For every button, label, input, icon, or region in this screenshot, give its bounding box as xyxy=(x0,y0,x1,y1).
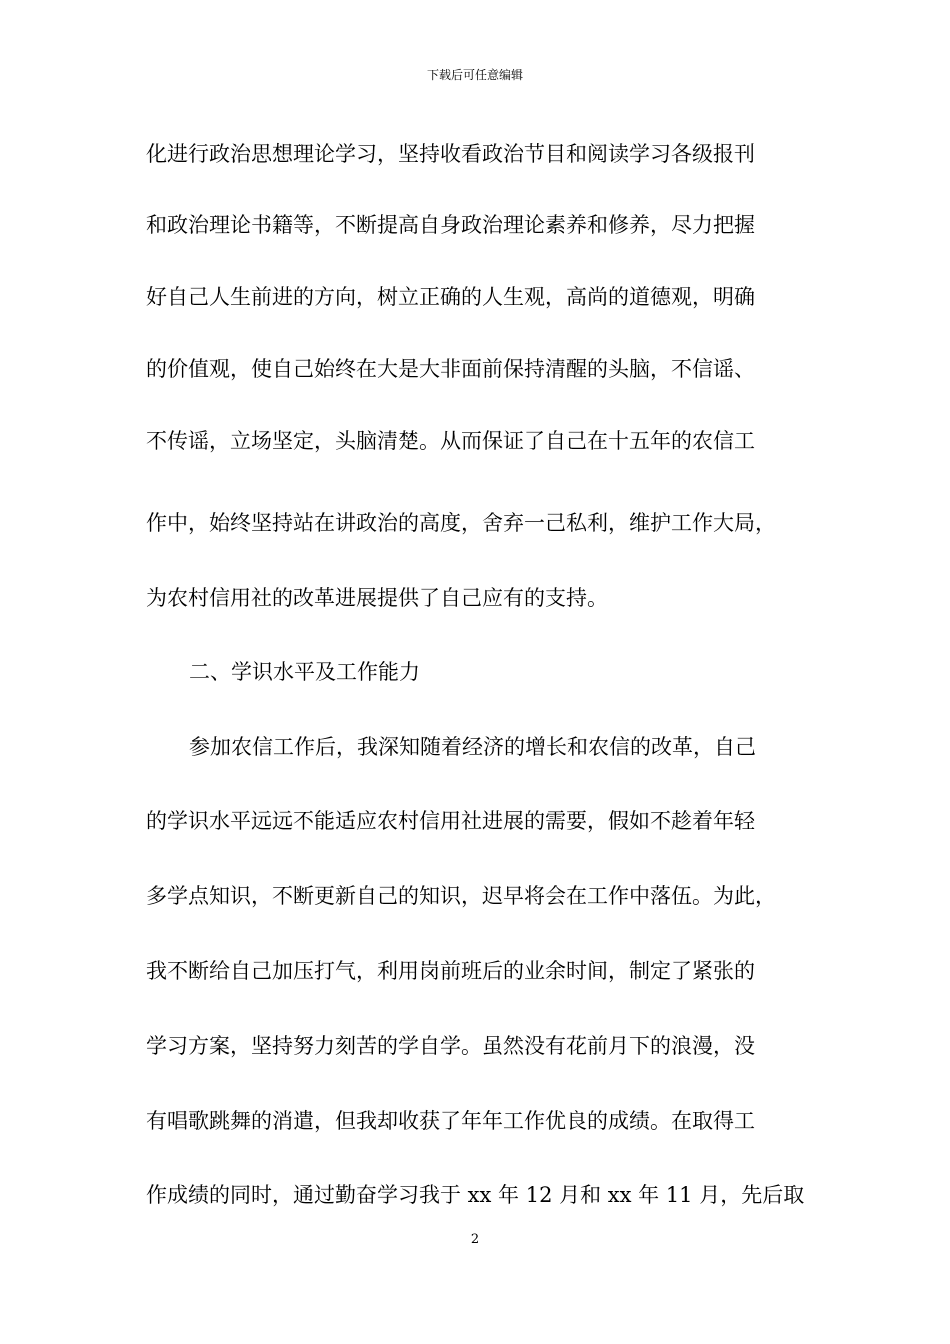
body-line: 的学识水平远远不能适应农村信用社进展的需要，假如不趁着年轻 xyxy=(146,809,755,833)
body-line: 有唱歌跳舞的消遣，但我却收获了年年工作优良的成绩。在取得工 xyxy=(146,1109,755,1133)
page-number: 2 xyxy=(470,1232,480,1247)
body-line: 作成绩的同时，通过勤奋学习我于 xx 年 12 月和 xx 年 11 月，先后取 xyxy=(146,1183,805,1207)
body-line: 多学点知识，不断更新自己的知识，迟早将会在工作中落伍。为此， xyxy=(146,884,776,908)
body-line: 化进行政治思想理论学习，坚持收看政治节目和阅读学习各级报刊 xyxy=(146,142,755,166)
body-line: 参加农信工作后，我深知随着经济的增长和农信的改革，自己 xyxy=(189,735,756,759)
body-line: 好自己人生前进的方向，树立正确的人生观，高尚的道德观，明确 xyxy=(146,285,755,309)
body-line: 为农村信用社的改革进展提供了自己应有的支持。 xyxy=(146,586,608,610)
section-heading: 二、学识水平及工作能力 xyxy=(189,660,420,684)
body-line: 我不断给自己加压打气，利用岗前班后的业余时间，制定了紧张的 xyxy=(146,959,755,983)
page-header: 下载后可任意编辑 xyxy=(426,68,523,82)
body-line: 作中，始终坚持站在讲政治的高度，舍弃一己私利，维护工作大局， xyxy=(146,511,776,535)
body-line: 不传谣，立场坚定，头脑清楚。从而保证了自己在十五年的农信工 xyxy=(146,429,755,453)
body-line: 学习方案，坚持努力刻苦的学自学。虽然没有花前月下的浪漫，没 xyxy=(146,1034,755,1058)
body-line: 和政治理论书籍等，不断提高自身政治理论素养和修养，尽力把握 xyxy=(146,213,755,237)
body-line: 的价值观，使自己始终在大是大非面前保持清醒的头脑，不信谣、 xyxy=(146,357,755,381)
